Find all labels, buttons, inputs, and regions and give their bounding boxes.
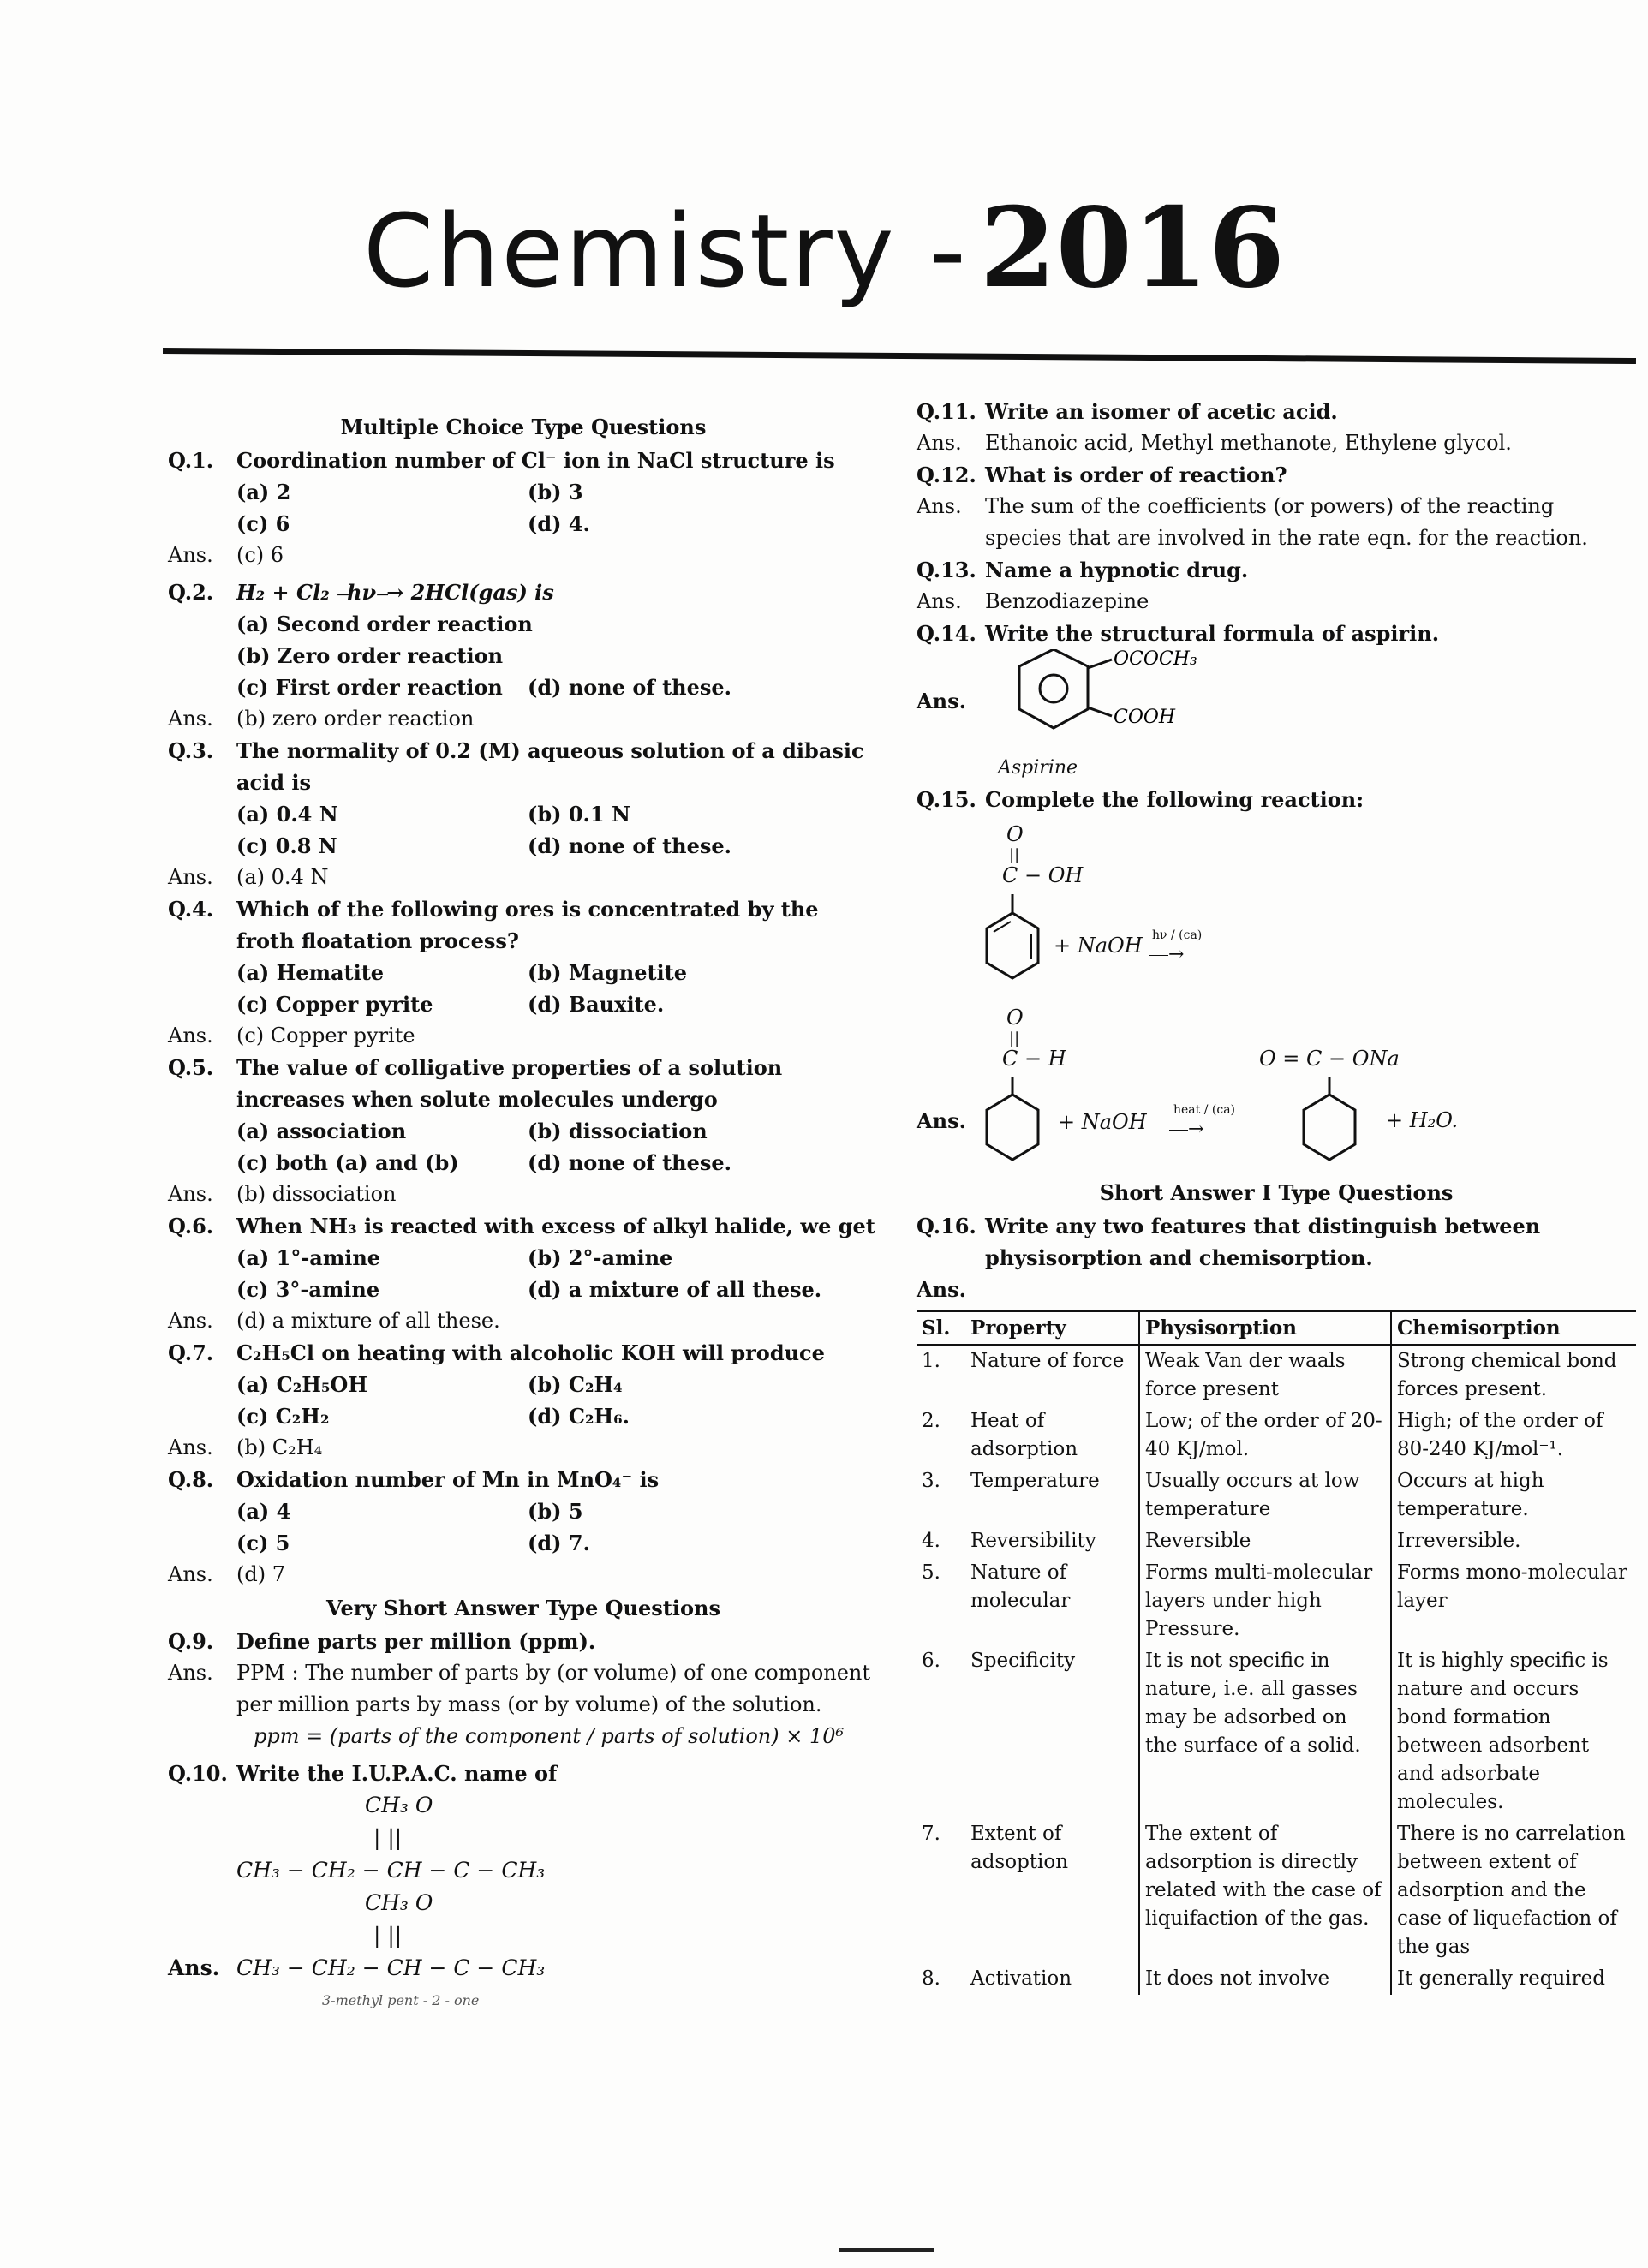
question-12: Q.12. What is order of reaction? Ans. The sum of the coefficients (or powers) of the reacting species that are involved in the rate eqn. for the reaction.: [917, 459, 1636, 554]
benzaldehyde-ring: [976, 1077, 1062, 1172]
answer-7: (b) C₂H₄: [236, 1435, 323, 1459]
aspirin-group-1: OCOCH₃: [1114, 649, 1197, 670]
question-1: Q.1. Coordination number of Cl⁻ ion in NaCl structure is (a) 2 (b) 3 (c) 6 (d) 4. Ans. (c) 6: [168, 445, 879, 571]
table-header-row: Sl. Property Physisorption Chemisorption: [917, 1311, 1636, 1345]
table-row: 1. Nature of force Weak Van der waals force present Strong chemical bond forces present.: [917, 1345, 1636, 1406]
structure-question: CH₃ O | || CH₃ − CH₂ − CH − C − CH₃: [236, 1793, 546, 1883]
question-6: Q.6. When NH₃ is reacted with excess of alkyl halide, we get (a) 1°-amine (b) 2°-amine (c) 3°-amine (d) a mixture of all these. Ans. (d) a mixture of all these.: [168, 1210, 879, 1337]
reaction-question: O || C − OH + NaOH hν / (ca) ⎯⎯→: [917, 819, 1636, 999]
adsorption-comparison-table: [917, 1310, 1636, 1995]
question-7: Q.7. C₂H₅Cl on heating with alcoholic KOH will produce (a) C₂H₅OH (b) C₂H₄ (c) C₂H₂ (d) C₂H₆. Ans. (b) C₂H₄: [168, 1337, 879, 1464]
table-row: 5. Nature of molecular Forms multi-molecular layers under high Pressure. Forms mono-molecular layer: [917, 1557, 1636, 1645]
answer-3: (a) 0.4 N: [236, 865, 329, 889]
question-15: Q.15. Complete the following reaction: O || C − OH + NaOH hν / (ca) ⎯⎯→ O || C − H Ans. + NaOH heat / (ca) ⎯⎯→ O = C − ONa + H₂O.: [917, 784, 1636, 1173]
answer-12: The sum of the coefficients (or powers) of the reacting species that are involved in the rate eqn. for the reaction.: [985, 494, 1588, 550]
question-3: Q.3. The normality of 0.2 (M) aqueous solution of a dibasic acid is (a) 0.4 N (b) 0.1 N (c) 0.8 N (d) none of these. Ans. (a) 0.4 N: [168, 735, 879, 893]
left-column: [168, 409, 879, 2016]
table-row: 3. Temperature Usually occurs at low temperature Occurs at high temperature.: [917, 1465, 1636, 1525]
section-heading-vsa: Very Short Answer Type Questions: [326, 1596, 720, 1620]
title-subject: Chemistry -: [363, 192, 968, 310]
answer-11: Ethanoic acid, Methyl methanote, Ethylene glycol.: [985, 431, 1512, 455]
ppm-formula: ppm = (parts of the component / parts of solution) × 10⁶: [254, 1724, 845, 1748]
question-8: Q.8. Oxidation number of Mn in MnO₄⁻ is (a) 4 (b) 5 (c) 5 (d) 7. Ans. (d) 7: [168, 1464, 879, 1591]
aspirin-group-2: COOH: [1114, 707, 1176, 728]
aspirin-structure: [985, 649, 1208, 752]
answer-6: (d) a mixture of all these.: [236, 1309, 500, 1333]
answer-5: (b) dissociation: [236, 1182, 397, 1206]
answer-4: (c) Copper pyrite: [236, 1024, 415, 1047]
question-13: Q.13. Name a hypnotic drug. Ans. Benzodiazepine: [917, 554, 1636, 618]
table-row: 4. Reversibility Reversible Irreversible.: [917, 1525, 1636, 1557]
answer-10: 3-methyl pent - 2 - one: [322, 1992, 480, 2008]
answer-13: Benzodiazepine: [985, 589, 1149, 613]
question-14: Q.14. Write the structural formula of aspirin. Ans. OCOCH₃ COOH Aspirine: [917, 618, 1636, 784]
aspirin-caption: Aspirine: [998, 757, 1078, 779]
footer-mark: [839, 2248, 934, 2252]
question-2: Q.2. H₂ + Cl₂ ⎯hν⎯→ 2HCl(gas) is (a) Second order reaction (b) Zero order reaction (c) First order reaction (d) none of these. Ans. (b) zero order reaction: [168, 576, 879, 735]
sodium-benzoate-ring: [1293, 1077, 1379, 1172]
right-column: [917, 396, 1636, 1995]
benzoic-acid-ring: [976, 894, 1062, 997]
question-16: Q.16. Write any two features that distinguish between physisorption and chemisorption. Ans. Sl. Property Physisorption Chemisorption 1. Nature of force Weak Van der waals force present Strong chemical bond forces present. 2. Heat of adsorption Low; of the order of 20-40 KJ/mol. High; of the order of 80-240 KJ/mol⁻¹. 3. Temperature Usually occurs at low temperature Occurs at high temperature. 4. Reversibility Reversible Irreversible. 5. Nature of molecular Forms multi-molecular layers under high Pressure. Forms mono-molecular layer 6. Specificity It is not specific in nature, i.e. all gasses may be adsorbed on the surface of a solid. It is highly specific is nature and occurs bond formation between adsorbent and adsorbate molecules. 7. Extent of adsoption The extent of adsorption is directly related with the case of liquifaction of the gas. There is no carrelation between extent of adsorption and the case of liquefaction of the gas 8. Activation It does not involve It generally required: [917, 1210, 1636, 1995]
question-9: Q.9. Define parts per million (ppm). Ans. PPM : The number of parts by (or volume) of one component per million parts by mass (or by volume) of the solution. ppm = (parts of the component / parts of solution) × 10⁶: [168, 1626, 879, 1752]
question-5: Q.5. The value of colligative properties of a solution increases when solute molecules undergo (a) association (b) dissociation (c) both (a) and (b) (d) none of these. Ans. (b) dissociation: [168, 1052, 879, 1210]
answer-2: (b) zero order reaction: [236, 707, 475, 731]
answer-1: (c) 6: [236, 543, 284, 567]
question-11: Q.11. Write an isomer of acetic acid. Ans. Ethanoic acid, Methyl methanote, Ethylene glycol.: [917, 396, 1636, 459]
structure-answer: CH₃ O | || Ans. CH₃ − CH₂ − CH − C − CH₃: [168, 1890, 546, 1980]
answer-8: (d) 7: [236, 1562, 285, 1586]
page-title: [0, 184, 1648, 313]
question-10: Q.10. Write the I.U.P.A.C. name of CH₃ O | || CH₃ − CH₂ − CH − C − CH₃ CH₃ O | || Ans. CH₃ − CH₂ − CH − C − CH₃ 3-methyl pent - 2 - one: [168, 1758, 879, 2016]
question-4: Q.4. Which of the following ores is concentrated by the froth floatation process? (a) Hematite (b) Magnetite (c) Copper pyrite (d) Bauxite. Ans. (c) Copper pyrite: [168, 893, 879, 1052]
title-divider: [163, 348, 1636, 364]
table-row: 6. Specificity It is not specific in nature, i.e. all gasses may be adsorbed on the surface of a solid. It is highly specific is nature and occurs bond formation between adsorbent and adsorbate molecules.: [917, 1645, 1636, 1818]
section-heading-mcq: Multiple Choice Type Questions: [340, 415, 707, 439]
title-year: 2016: [979, 184, 1285, 313]
table-row: 8. Activation It does not involve It generally required: [917, 1963, 1636, 1995]
answer-9: PPM : The number of parts by (or volume) of one component per million parts by mass (or by volume) of the solution.: [236, 1661, 871, 1716]
table-row: 7. Extent of adsoption The extent of adsorption is directly related with the case of liquifaction of the gas. There is no carrelation between extent of adsorption and the case of liquefaction of the gas: [917, 1818, 1636, 1963]
table-row: 2. Heat of adsorption Low; of the order of 20-40 KJ/mol. High; of the order of 80-240 KJ/mol⁻¹.: [917, 1406, 1636, 1465]
section-heading-sa: Short Answer I Type Questions: [1099, 1180, 1454, 1205]
reaction-answer: O || C − H Ans. + NaOH heat / (ca) ⎯⎯→ O = C − ONa + H₂O.: [917, 1002, 1636, 1173]
